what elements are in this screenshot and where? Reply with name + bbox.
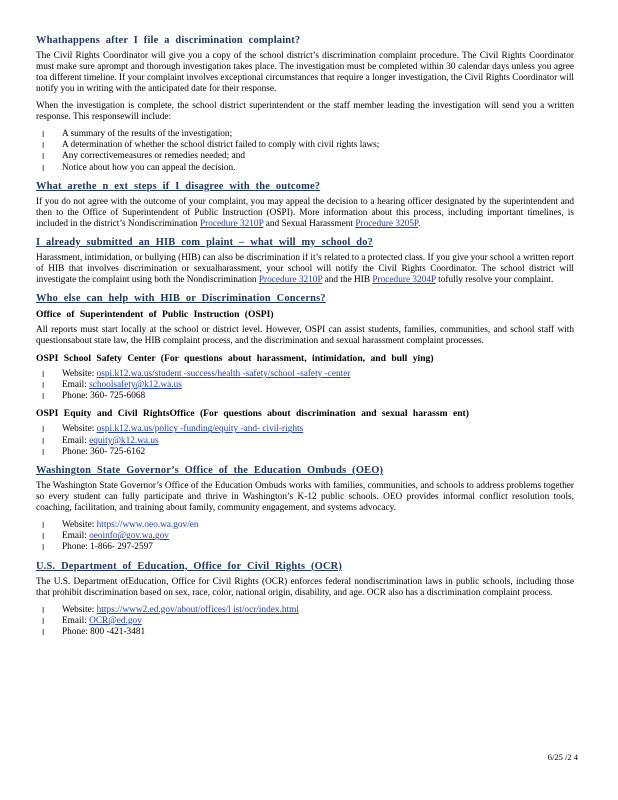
- ospi-subheading: Office of Superintendent of Public Instruction (OSPI): [36, 308, 274, 320]
- list-item: l Website: https://www2.ed.gov/about/offices/l ist/ocr/index.html: [42, 604, 299, 615]
- bullet-icon: l: [42, 521, 45, 531]
- list-item: l Website: ospi.k12.wa.us/policy -funding/equity -and- civil-rights: [42, 424, 304, 435]
- bullet-icon: l: [42, 369, 45, 379]
- safety-center-email-link[interactable]: schoolsafety@k12.wa.us: [89, 380, 182, 391]
- paragraph-coordinator: The Civil Rights Coordinator will give you a copy of the school district’s discrimination complaint procedure. The Civil Rights Coordinator must make sure aprompt and thorough investigation takes place. The investigation must be completed within 30 calendar days unless you agree toa different timeline. If your complaint involves exceptional circumstances that require a longer investigation, the Civil Rights Coordinator will notify you in writing with the anticipated date for their response.: [36, 51, 574, 94]
- bullet-icon: l: [42, 141, 45, 151]
- safety-center-website-link[interactable]: ospi.k12.wa.us/student -success/health -safety/school -safety -center: [96, 368, 351, 379]
- bullet-icon: l: [42, 163, 45, 173]
- page-footer-date: 6/25 /2 4: [547, 752, 578, 762]
- procedure-3204p-link[interactable]: Procedure 3204P: [372, 274, 436, 285]
- bullet-icon: l: [42, 130, 45, 139]
- list-item: l A summary of the results of the investigation;: [42, 129, 233, 139]
- section-heading-after-filing: Whathappens after I file a discrimination complaint?: [36, 35, 301, 46]
- list-item: l Email: equity@k12.wa.us: [42, 435, 159, 446]
- section-heading-oeo: Washington State Governor’s Office of the Education Ombuds (OEO): [36, 465, 384, 477]
- list-item: l Notice about how you can appeal the decision.: [42, 162, 236, 173]
- bullet-icon: l: [42, 436, 45, 446]
- safety-center-subheading: OSPI School Safety Center (For questions about harassment, intimidation, and bull ying): [36, 352, 434, 364]
- equity-office-subheading: OSPI Equity and Civil RightsOffice (For questions about discrimination and sexual harassm ent): [36, 408, 469, 420]
- section-heading-disagree: What arethe n ext steps if I disagree with the outcome?: [36, 180, 321, 192]
- oeo-website-link[interactable]: https://www.oeo.wa.gov/en: [96, 520, 199, 531]
- ocr-website-link[interactable]: https://www2.ed.gov/about/offices/l ist/ocr/index.html: [96, 604, 299, 615]
- bullet-icon: l: [42, 628, 45, 638]
- ocr-email-link[interactable]: OCR@ed.gov: [89, 615, 142, 626]
- ocr-contacts: [36, 605, 574, 639]
- list-item: l Any correctivemeasures or remedies needed; and: [42, 151, 246, 162]
- bullet-icon: l: [42, 425, 45, 435]
- paragraph-ospi: All reports must start locally at the school or district level. However, OSPI can assist students, families, communities, and school staff with questionsabout state law, the HIB complaint process, and the discrimination and sexual harassment complaint processes.: [36, 324, 574, 346]
- list-item: l A determination of whether the school district failed to comply with civil rights laws;: [42, 140, 380, 151]
- paragraph-oeo: The Washington State Governor’s Office of the Education Ombuds works with families, communities, and schools to address problems together so every student can fully participate and thrive in Washington’s K-12 public schools. OEO provides informal conflict resolution tools, coaching, facilitation, and training about family, community engagement, and systems advocacy.: [36, 481, 574, 514]
- bullet-icon: l: [42, 392, 45, 402]
- oeo-contacts: [36, 520, 574, 554]
- list-item: l Phone: 800 -421-3481: [42, 627, 146, 638]
- paragraph-written-response: When the investigation is complete, the school district superintendent or the staff member leading the investigation will send you a written response. This responsewill include:: [36, 101, 574, 122]
- bullet-icon: l: [42, 447, 45, 457]
- list-item: l Phone: 360- 725-6162: [42, 446, 146, 457]
- bullet-icon: l: [42, 605, 45, 615]
- list-item: l Website: ospi.k12.wa.us/student -success/health -safety/school -safety -center: [42, 368, 351, 379]
- equity-office-email-link[interactable]: equity@k12.wa.us: [89, 435, 159, 446]
- list-item: l Email: schoolsafety@k12.wa.us: [42, 380, 182, 391]
- list-item: l Email: OCR@ed.gov: [42, 615, 142, 626]
- section-heading-who-else: Who else can help with HIB or Discrimination Concerns?: [36, 292, 326, 304]
- bullet-icon: l: [42, 152, 45, 162]
- bullet-icon: l: [42, 381, 45, 391]
- procedure-3210p-link[interactable]: Procedure 3210P: [199, 218, 264, 229]
- bullet-icon: l: [42, 543, 45, 553]
- list-item: l Email: oeoinfo@gov.wa.gov: [42, 531, 169, 542]
- list-item: l Website: https://www.oeo.wa.gov/en: [42, 520, 199, 531]
- list-item: l Phone: 360- 725-6068: [42, 391, 146, 402]
- paragraph-ocr: The U.S. Department ofEducation, Office for Civil Rights (OCR) enforces federal nondiscrimination laws in public schools, including those that prohibit discrimination based on sex, race, color, national origin, disability, and age. OCR also has a discrimination complaint process.: [36, 576, 574, 598]
- bullet-icon: l: [42, 616, 45, 626]
- bullet-icon: l: [42, 532, 45, 542]
- equity-office-website-link[interactable]: ospi.k12.wa.us/policy -funding/equity -and- civil-rights: [96, 424, 304, 435]
- section-heading-hib-complaint: I already submitted an HIB com plaint – what will my school do?: [36, 236, 374, 248]
- paragraph-appeal: If you do not agree with the outcome of your complaint, you may appeal the decision to a hearing officer designated by the superintendent and then to the Office of Superintendent of Public Instruction (OSPI). More information about this process, including important timelines, is included in the district’s Nondiscrimination Procedure 3210P and Sexual Harassment Procedure 3205P.: [36, 196, 574, 229]
- procedure-3210p-link[interactable]: Procedure 3210P: [258, 274, 323, 285]
- document-page: [36, 34, 574, 644]
- response-contents-list: [36, 129, 574, 174]
- paragraph-hib: Harassment, intimidation, or bullying (HIB) can also be discrimination if it’s related to a protected class. If you give your school a written report of HIB that involves discrimination or sexualharassment, your school will notify the Civil Rights Coordinator. The school district will investigate the complaint using both the Nondiscrimination Procedure 3210P and the HIB Procedure 3204P tofully resolve your complaint.: [36, 252, 574, 285]
- section-heading-ocr: U.S. Department of Education, Office for Civil Rights (OCR): [36, 560, 343, 572]
- equity-office-contacts: [36, 424, 574, 458]
- oeo-email-link[interactable]: oeoinfo@gov.wa.gov: [89, 531, 169, 542]
- procedure-3205p-link[interactable]: Procedure 3205P: [355, 218, 419, 229]
- safety-center-contacts: [36, 369, 574, 403]
- list-item: l Phone: 1-866- 297-2597: [42, 542, 153, 553]
